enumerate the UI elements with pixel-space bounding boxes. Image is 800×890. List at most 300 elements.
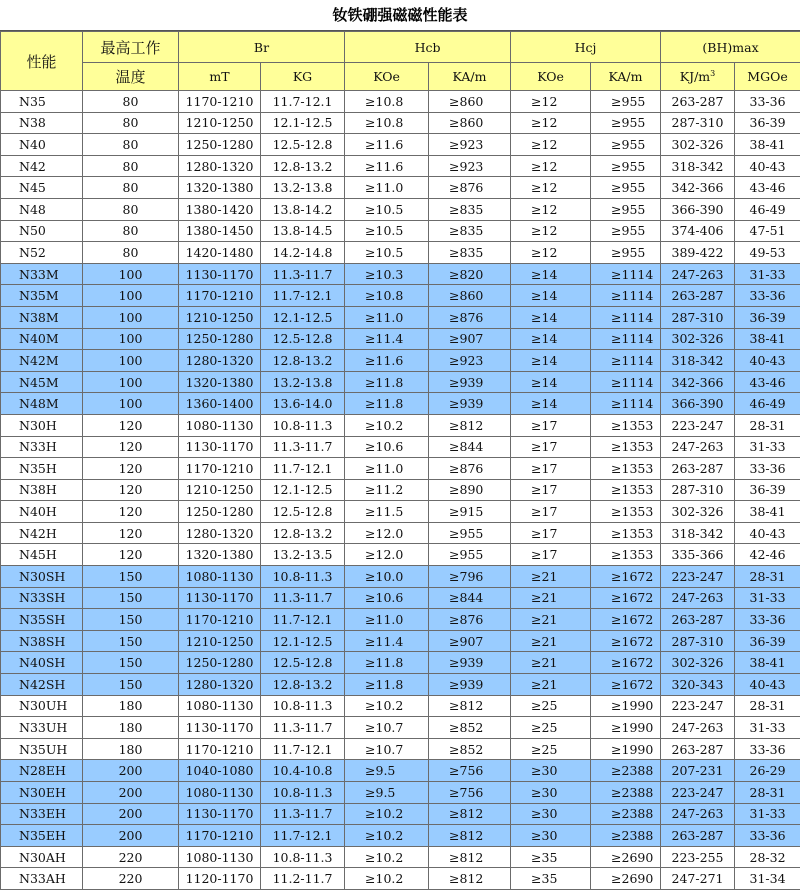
br-mt-cell: 1320-1380	[179, 371, 261, 393]
temp-cell: 120	[83, 544, 179, 566]
hcj-kam-cell: ≥2690	[591, 868, 661, 890]
bh-kj-cell: 320-343	[661, 674, 735, 696]
bh-kj-cell: 335-366	[661, 544, 735, 566]
hcb-kam-cell: ≥955	[429, 522, 511, 544]
grade-cell: N40M	[1, 328, 83, 350]
table-row	[1, 674, 800, 696]
bh-mgoe-cell: 31-33	[735, 587, 800, 609]
br-kg-cell: 12.1-12.5	[261, 112, 345, 134]
table-row	[1, 738, 800, 760]
hcj-kam-cell: ≥1353	[591, 522, 661, 544]
br-mt-cell: 1250-1280	[179, 134, 261, 156]
table-row	[1, 436, 800, 458]
hcj-koe-cell: ≥14	[511, 350, 591, 372]
bh-mgoe-cell: 26-29	[735, 760, 800, 782]
grade-cell: N42SH	[1, 674, 83, 696]
hcb-koe-cell: ≥12.0	[345, 522, 429, 544]
hcj-kam-cell: ≥955	[591, 155, 661, 177]
temp-cell: 180	[83, 695, 179, 717]
bh-mgoe-cell: 46-49	[735, 393, 800, 415]
table-row	[1, 328, 800, 350]
br-kg-cell: 14.2-14.8	[261, 242, 345, 264]
br-mt-cell: 1320-1380	[179, 544, 261, 566]
hcb-kam-cell: ≥955	[429, 544, 511, 566]
hcj-koe-cell: ≥12	[511, 198, 591, 220]
hcj-kam-cell: ≥955	[591, 112, 661, 134]
temp-cell: 120	[83, 522, 179, 544]
grade-cell: N30AH	[1, 846, 83, 868]
bh-mgoe-cell: 40-43	[735, 674, 800, 696]
br-mt-cell: 1170-1210	[179, 609, 261, 631]
hcj-koe-cell: ≥25	[511, 695, 591, 717]
bh-mgoe-cell: 31-33	[735, 803, 800, 825]
hcj-kam-cell: ≥1672	[591, 652, 661, 674]
bh-kj-cell: 247-263	[661, 436, 735, 458]
hcj-koe-cell: ≥30	[511, 782, 591, 804]
bh-mgoe-cell: 33-36	[735, 458, 800, 480]
br-mt-cell: 1380-1420	[179, 198, 261, 220]
hcj-kam-cell: ≥955	[591, 177, 661, 199]
table-row	[1, 371, 800, 393]
hcj-koe-cell: ≥21	[511, 674, 591, 696]
hcb-koe-cell: ≥10.2	[345, 414, 429, 436]
header-bhmax: (BH)max	[661, 32, 800, 63]
temp-cell: 150	[83, 566, 179, 588]
hcb-kam-cell: ≥860	[429, 91, 511, 113]
hcj-koe-cell: ≥17	[511, 479, 591, 501]
bh-mgoe-cell: 43-46	[735, 371, 800, 393]
header-br-kg: KG	[261, 63, 345, 91]
grade-cell: N50	[1, 220, 83, 242]
br-mt-cell: 1170-1210	[179, 458, 261, 480]
hcj-kam-cell: ≥1353	[591, 458, 661, 480]
table-row	[1, 566, 800, 588]
hcb-koe-cell: ≥10.8	[345, 112, 429, 134]
temp-cell: 150	[83, 652, 179, 674]
bh-kj-cell: 342-366	[661, 371, 735, 393]
header-hcb: Hcb	[345, 32, 511, 63]
br-kg-cell: 12.8-13.2	[261, 522, 345, 544]
grade-cell: N45H	[1, 544, 83, 566]
hcj-kam-cell: ≥955	[591, 220, 661, 242]
temp-cell: 100	[83, 285, 179, 307]
hcj-kam-cell: ≥1990	[591, 695, 661, 717]
temp-cell: 80	[83, 220, 179, 242]
table-row	[1, 609, 800, 631]
bh-kj-cell: 263-287	[661, 91, 735, 113]
hcj-kam-cell: ≥1672	[591, 566, 661, 588]
hcb-koe-cell: ≥11.5	[345, 501, 429, 523]
hcj-koe-cell: ≥14	[511, 393, 591, 415]
hcj-kam-cell: ≥1353	[591, 544, 661, 566]
temp-cell: 180	[83, 738, 179, 760]
bh-kj-cell: 366-390	[661, 393, 735, 415]
table-row	[1, 868, 800, 890]
bh-kj-cell: 223-255	[661, 846, 735, 868]
bh-mgoe-cell: 36-39	[735, 630, 800, 652]
bh-kj-cell: 318-342	[661, 350, 735, 372]
br-kg-cell: 10.8-11.3	[261, 695, 345, 717]
hcb-kam-cell: ≥844	[429, 587, 511, 609]
temp-cell: 120	[83, 414, 179, 436]
hcb-kam-cell: ≥820	[429, 263, 511, 285]
hcj-kam-cell: ≥1114	[591, 306, 661, 328]
bh-kj-cell: 223-247	[661, 414, 735, 436]
table-row	[1, 414, 800, 436]
bh-kj-cell: 223-247	[661, 566, 735, 588]
hcj-kam-cell: ≥1353	[591, 479, 661, 501]
bh-mgoe-cell: 33-36	[735, 738, 800, 760]
hcb-kam-cell: ≥812	[429, 803, 511, 825]
hcj-koe-cell: ≥12	[511, 155, 591, 177]
hcj-kam-cell: ≥2388	[591, 803, 661, 825]
bh-mgoe-cell: 31-33	[735, 263, 800, 285]
table-row	[1, 393, 800, 415]
hcb-koe-cell: ≥10.5	[345, 198, 429, 220]
bh-kj-cell: 207-231	[661, 760, 735, 782]
grade-cell: N35UH	[1, 738, 83, 760]
temp-cell: 150	[83, 609, 179, 631]
br-kg-cell: 11.7-12.1	[261, 825, 345, 847]
grade-cell: N38H	[1, 479, 83, 501]
table-row	[1, 544, 800, 566]
br-mt-cell: 1130-1170	[179, 436, 261, 458]
hcj-kam-cell: ≥955	[591, 134, 661, 156]
br-kg-cell: 13.2-13.5	[261, 544, 345, 566]
hcj-koe-cell: ≥17	[511, 522, 591, 544]
grade-cell: N42H	[1, 522, 83, 544]
temp-cell: 120	[83, 479, 179, 501]
hcj-kam-cell: ≥1114	[591, 393, 661, 415]
br-mt-cell: 1250-1280	[179, 501, 261, 523]
hcj-kam-cell: ≥1672	[591, 674, 661, 696]
hcb-kam-cell: ≥876	[429, 177, 511, 199]
br-mt-cell: 1130-1170	[179, 717, 261, 739]
table-row	[1, 479, 800, 501]
table-row	[1, 630, 800, 652]
grade-cell: N33M	[1, 263, 83, 285]
temp-cell: 100	[83, 263, 179, 285]
bh-mgoe-cell: 38-41	[735, 328, 800, 350]
br-mt-cell: 1250-1280	[179, 328, 261, 350]
hcb-kam-cell: ≥939	[429, 393, 511, 415]
temp-cell: 150	[83, 674, 179, 696]
bh-kj-cell: 318-342	[661, 522, 735, 544]
hcb-kam-cell: ≥860	[429, 285, 511, 307]
header-hcj-kam: KA/m	[591, 63, 661, 91]
hcj-koe-cell: ≥17	[511, 544, 591, 566]
br-kg-cell: 12.8-13.2	[261, 350, 345, 372]
br-mt-cell: 1080-1130	[179, 846, 261, 868]
grade-cell: N38SH	[1, 630, 83, 652]
br-mt-cell: 1130-1170	[179, 263, 261, 285]
bh-mgoe-cell: 28-31	[735, 414, 800, 436]
br-kg-cell: 13.2-13.8	[261, 371, 345, 393]
bh-mgoe-cell: 46-49	[735, 198, 800, 220]
hcb-kam-cell: ≥939	[429, 652, 511, 674]
hcb-koe-cell: ≥11.8	[345, 393, 429, 415]
hcb-kam-cell: ≥915	[429, 501, 511, 523]
br-mt-cell: 1320-1380	[179, 177, 261, 199]
hcj-koe-cell: ≥25	[511, 717, 591, 739]
bh-mgoe-cell: 49-53	[735, 242, 800, 264]
br-kg-cell: 11.7-12.1	[261, 458, 345, 480]
header-hcj: Hcj	[511, 32, 661, 63]
bh-kj-cell: 287-310	[661, 479, 735, 501]
temp-cell: 200	[83, 803, 179, 825]
temp-cell: 100	[83, 350, 179, 372]
bh-mgoe-cell: 38-41	[735, 652, 800, 674]
bh-mgoe-cell: 36-39	[735, 112, 800, 134]
br-kg-cell: 13.8-14.2	[261, 198, 345, 220]
temp-cell: 220	[83, 868, 179, 890]
br-mt-cell: 1080-1130	[179, 695, 261, 717]
br-kg-cell: 11.3-11.7	[261, 803, 345, 825]
hcb-koe-cell: ≥11.8	[345, 652, 429, 674]
bh-kj-cell: 263-287	[661, 825, 735, 847]
hcb-kam-cell: ≥756	[429, 760, 511, 782]
br-kg-cell: 10.8-11.3	[261, 846, 345, 868]
hcb-koe-cell: ≥10.2	[345, 695, 429, 717]
table-header	[1, 32, 800, 91]
grade-cell: N35EH	[1, 825, 83, 847]
bh-kj-cell: 263-287	[661, 458, 735, 480]
table-row	[1, 134, 800, 156]
table-row	[1, 846, 800, 868]
temp-cell: 80	[83, 198, 179, 220]
table-row	[1, 177, 800, 199]
hcj-koe-cell: ≥14	[511, 371, 591, 393]
hcb-kam-cell: ≥844	[429, 436, 511, 458]
hcb-koe-cell: ≥9.5	[345, 782, 429, 804]
br-mt-cell: 1210-1250	[179, 479, 261, 501]
hcb-koe-cell: ≥10.2	[345, 846, 429, 868]
bh-kj-cell: 302-326	[661, 501, 735, 523]
temp-cell: 80	[83, 242, 179, 264]
hcj-kam-cell: ≥2388	[591, 782, 661, 804]
br-mt-cell: 1080-1130	[179, 414, 261, 436]
bh-kj-cell: 302-326	[661, 328, 735, 350]
hcj-kam-cell: ≥955	[591, 198, 661, 220]
hcj-kam-cell: ≥1353	[591, 414, 661, 436]
br-mt-cell: 1280-1320	[179, 674, 261, 696]
br-kg-cell: 13.6-14.0	[261, 393, 345, 415]
header-bh-kj-unit: KJ/m	[679, 69, 711, 85]
br-mt-cell: 1130-1170	[179, 803, 261, 825]
bh-kj-cell: 247-271	[661, 868, 735, 890]
hcb-koe-cell: ≥11.0	[345, 609, 429, 631]
table-row	[1, 155, 800, 177]
hcj-koe-cell: ≥12	[511, 91, 591, 113]
table-row	[1, 458, 800, 480]
br-kg-cell: 12.5-12.8	[261, 652, 345, 674]
br-mt-cell: 1210-1250	[179, 112, 261, 134]
header-temp-line2: 温度	[83, 63, 179, 91]
temp-cell: 100	[83, 306, 179, 328]
grade-cell: N38M	[1, 306, 83, 328]
br-mt-cell: 1380-1450	[179, 220, 261, 242]
bh-mgoe-cell: 42-46	[735, 544, 800, 566]
header-br-mt: mT	[179, 63, 261, 91]
hcj-kam-cell: ≥2388	[591, 760, 661, 782]
table-row	[1, 717, 800, 739]
br-kg-cell: 10.4-10.8	[261, 760, 345, 782]
hcj-kam-cell: ≥1353	[591, 501, 661, 523]
bh-mgoe-cell: 33-36	[735, 285, 800, 307]
hcb-kam-cell: ≥890	[429, 479, 511, 501]
table-row	[1, 782, 800, 804]
br-mt-cell: 1130-1170	[179, 587, 261, 609]
table-row	[1, 112, 800, 134]
hcb-kam-cell: ≥876	[429, 609, 511, 631]
hcj-kam-cell: ≥1114	[591, 285, 661, 307]
hcb-koe-cell: ≥10.6	[345, 436, 429, 458]
table-row	[1, 501, 800, 523]
table-row	[1, 760, 800, 782]
hcb-koe-cell: ≥9.5	[345, 760, 429, 782]
hcj-koe-cell: ≥30	[511, 760, 591, 782]
br-kg-cell: 11.7-12.1	[261, 609, 345, 631]
bh-kj-cell: 342-366	[661, 177, 735, 199]
bh-mgoe-cell: 40-43	[735, 522, 800, 544]
br-kg-cell: 11.7-12.1	[261, 91, 345, 113]
hcb-koe-cell: ≥10.2	[345, 803, 429, 825]
grade-cell: N40	[1, 134, 83, 156]
hcb-koe-cell: ≥11.8	[345, 674, 429, 696]
temp-cell: 80	[83, 91, 179, 113]
br-kg-cell: 10.8-11.3	[261, 782, 345, 804]
hcb-kam-cell: ≥860	[429, 112, 511, 134]
hcb-kam-cell: ≥939	[429, 371, 511, 393]
hcb-koe-cell: ≥10.2	[345, 868, 429, 890]
hcb-koe-cell: ≥10.3	[345, 263, 429, 285]
hcj-koe-cell: ≥12	[511, 112, 591, 134]
br-mt-cell: 1280-1320	[179, 522, 261, 544]
bh-mgoe-cell: 38-41	[735, 501, 800, 523]
br-mt-cell: 1250-1280	[179, 652, 261, 674]
hcj-kam-cell: ≥1672	[591, 609, 661, 631]
hcb-kam-cell: ≥939	[429, 674, 511, 696]
bh-kj-cell: 287-310	[661, 112, 735, 134]
bh-kj-cell: 247-263	[661, 263, 735, 285]
grade-cell: N30UH	[1, 695, 83, 717]
hcb-kam-cell: ≥835	[429, 242, 511, 264]
table-body	[1, 91, 800, 890]
br-kg-cell: 12.5-12.8	[261, 501, 345, 523]
hcb-koe-cell: ≥11.2	[345, 479, 429, 501]
hcb-kam-cell: ≥852	[429, 717, 511, 739]
grade-cell: N52	[1, 242, 83, 264]
table-row	[1, 587, 800, 609]
table-row	[1, 198, 800, 220]
header-bh-kj-sup: 3	[710, 68, 716, 78]
br-mt-cell: 1040-1080	[179, 760, 261, 782]
bh-kj-cell: 302-326	[661, 652, 735, 674]
hcb-kam-cell: ≥756	[429, 782, 511, 804]
table-row	[1, 263, 800, 285]
bh-kj-cell: 389-422	[661, 242, 735, 264]
hcb-koe-cell: ≥10.6	[345, 587, 429, 609]
bh-kj-cell: 263-287	[661, 609, 735, 631]
hcb-koe-cell: ≥11.8	[345, 371, 429, 393]
bh-kj-cell: 287-310	[661, 630, 735, 652]
hcj-koe-cell: ≥14	[511, 285, 591, 307]
temp-cell: 200	[83, 825, 179, 847]
grade-cell: N30EH	[1, 782, 83, 804]
hcj-kam-cell: ≥1672	[591, 587, 661, 609]
bh-mgoe-cell: 33-36	[735, 91, 800, 113]
bh-mgoe-cell: 28-31	[735, 782, 800, 804]
hcj-koe-cell: ≥21	[511, 566, 591, 588]
br-mt-cell: 1170-1210	[179, 825, 261, 847]
hcb-kam-cell: ≥852	[429, 738, 511, 760]
bh-kj-cell: 223-247	[661, 695, 735, 717]
hcj-kam-cell: ≥1114	[591, 371, 661, 393]
hcb-koe-cell: ≥10.8	[345, 285, 429, 307]
hcj-koe-cell: ≥25	[511, 738, 591, 760]
bh-mgoe-cell: 47-51	[735, 220, 800, 242]
br-mt-cell: 1280-1320	[179, 155, 261, 177]
hcb-kam-cell: ≥812	[429, 695, 511, 717]
hcj-kam-cell: ≥1672	[591, 630, 661, 652]
hcj-koe-cell: ≥30	[511, 803, 591, 825]
table-row	[1, 825, 800, 847]
bh-kj-cell: 318-342	[661, 155, 735, 177]
grade-cell: N40H	[1, 501, 83, 523]
bh-kj-cell: 302-326	[661, 134, 735, 156]
hcj-koe-cell: ≥17	[511, 414, 591, 436]
hcj-koe-cell: ≥21	[511, 630, 591, 652]
table-row	[1, 306, 800, 328]
hcb-koe-cell: ≥10.5	[345, 242, 429, 264]
temp-cell: 80	[83, 134, 179, 156]
bh-mgoe-cell: 31-33	[735, 717, 800, 739]
hcb-kam-cell: ≥835	[429, 198, 511, 220]
bh-kj-cell: 263-287	[661, 738, 735, 760]
br-mt-cell: 1080-1130	[179, 566, 261, 588]
table-row	[1, 522, 800, 544]
grade-cell: N33UH	[1, 717, 83, 739]
hcb-koe-cell: ≥10.8	[345, 91, 429, 113]
bh-kj-cell: 247-263	[661, 587, 735, 609]
bh-kj-cell: 263-287	[661, 285, 735, 307]
grade-cell: N33SH	[1, 587, 83, 609]
header-temp-line1: 最高工作	[83, 32, 179, 63]
hcj-koe-cell: ≥21	[511, 652, 591, 674]
br-mt-cell: 1170-1210	[179, 285, 261, 307]
grade-cell: N35M	[1, 285, 83, 307]
hcb-kam-cell: ≥812	[429, 414, 511, 436]
temp-cell: 120	[83, 436, 179, 458]
br-kg-cell: 11.7-12.1	[261, 738, 345, 760]
hcj-koe-cell: ≥35	[511, 846, 591, 868]
hcj-koe-cell: ≥21	[511, 587, 591, 609]
grade-cell: N33AH	[1, 868, 83, 890]
temp-cell: 120	[83, 501, 179, 523]
hcb-koe-cell: ≥11.4	[345, 630, 429, 652]
bh-kj-cell: 366-390	[661, 198, 735, 220]
hcb-kam-cell: ≥923	[429, 350, 511, 372]
grade-cell: N40SH	[1, 652, 83, 674]
temp-cell: 200	[83, 782, 179, 804]
header-grade: 性能	[1, 32, 83, 91]
hcb-koe-cell: ≥10.0	[345, 566, 429, 588]
br-kg-cell: 11.3-11.7	[261, 436, 345, 458]
grade-cell: N33EH	[1, 803, 83, 825]
hcb-kam-cell: ≥923	[429, 134, 511, 156]
properties-table	[0, 31, 800, 890]
hcj-kam-cell: ≥1990	[591, 738, 661, 760]
